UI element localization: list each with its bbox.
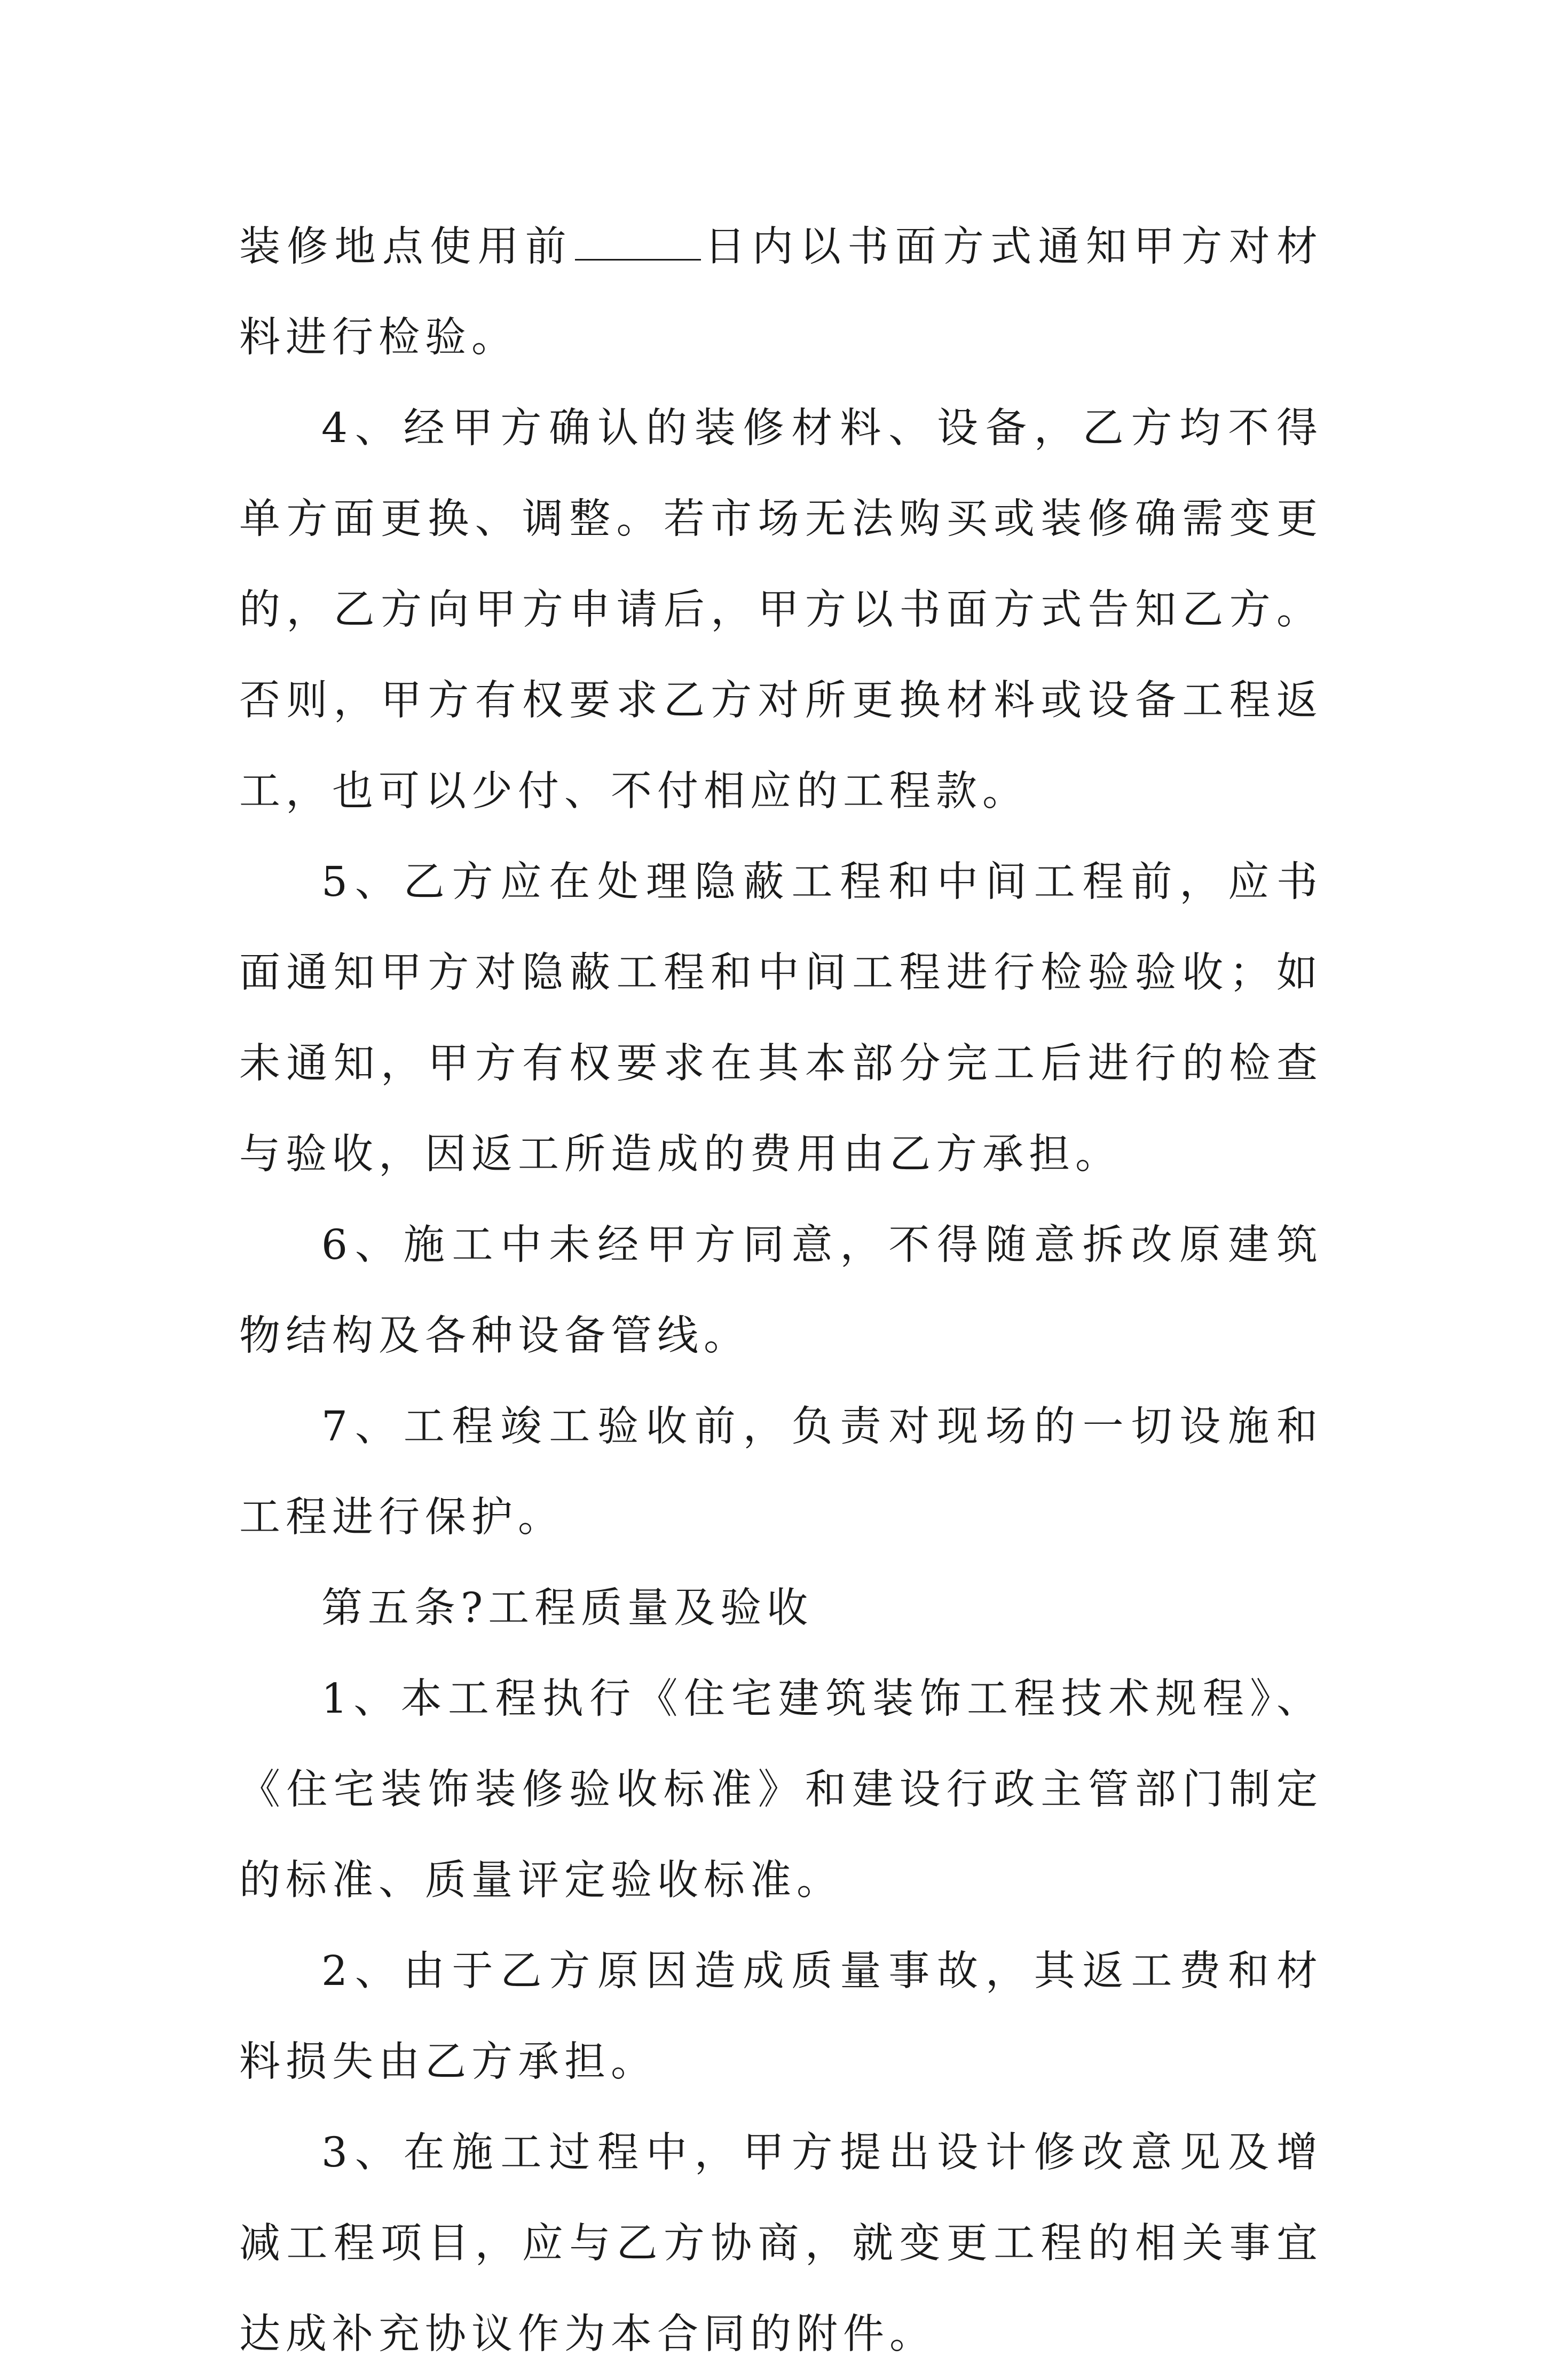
paragraph-text-after-blank: 日内以书面方式通知甲方对材料进行检验。 [239,223,1323,361]
clause-4: 4、经甲方确认的装修材料、设备，乙方均不得单方面更换、调整。若市场无法购买或装修确需变更的，乙方向甲方申请后，甲方以书面方式告知乙方。否则，甲方有权要求乙方对所更换材料或设备工程返工，也可以少付、不付相应的工程款。 [239,405,1323,815]
quality-clause-2: 2、由于乙方原因造成质量事故，其返工费和材料损失由乙方承担。 [239,1948,1323,2086]
quality-clause-3: 3、在施工过程中，甲方提出设计修改意见及增减工程项目，应与乙方协商，就变更工程的相关事宜达成补充协议作为本合同的附件。 [239,2129,1323,2358]
quality-clause-1: 1、本工程执行《住宅建筑装饰工程技术规程》、《住宅装饰装修验收标准》和建设行政主管部门制定的标准、质量评定验收标准。 [239,1675,1323,1904]
paragraph-text-before-blank: 装修地点使用前 [239,223,573,271]
clause-7: 7、工程竣工验收前，负责对现场的一切设施和工程进行保护。 [239,1403,1323,1541]
clause-5: 5、乙方应在处理隐蔽工程和中间工程前，应书面通知甲方对隐蔽工程和中间工程进行检验验收；如未通知，甲方有权要求在其本部分完工后进行的检查与验收，因返工所造成的费用由乙方承担。 [239,858,1323,1178]
section-heading-article-5: 第五条?工程质量及验收 [321,1585,814,1632]
document-body [239,202,1323,2380]
paragraph-continuation [239,202,1323,383]
fill-in-blank [575,227,701,261]
clause-6: 6、施工中未经甲方同意，不得随意拆改原建筑物结构及各种设备管线。 [239,1221,1323,1360]
